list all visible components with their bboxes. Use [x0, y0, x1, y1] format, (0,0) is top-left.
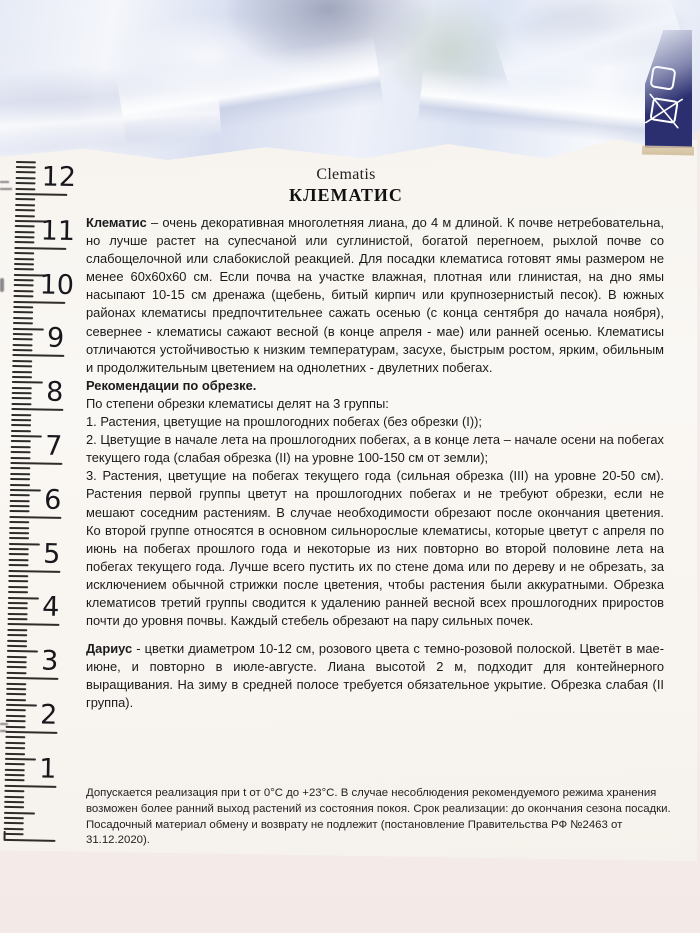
ruler-tick [11, 414, 31, 416]
ruler-tick [9, 516, 61, 519]
plastic-fold-highlight [0, 88, 221, 153]
ruler-tick [13, 317, 33, 319]
ruler-tick [8, 586, 28, 588]
ruler-number: 8 [45, 376, 64, 409]
title-ru: КЛЕМАТИС [289, 185, 403, 205]
plastic-bag [0, 0, 700, 160]
ruler-tick [14, 268, 34, 270]
ruler-tick [9, 548, 29, 550]
ruler-tick [15, 231, 35, 233]
ruler-tick [9, 526, 29, 528]
ruler-tick [16, 177, 36, 179]
ruler-tick [5, 779, 25, 781]
photo-edge-artifact [0, 278, 4, 292]
ruler-tick [12, 370, 32, 372]
ruler-tick [15, 204, 35, 206]
ruler-tick [15, 193, 67, 196]
pruning-heading [86, 377, 664, 395]
ruler-tick [5, 769, 25, 771]
ruler-tick [11, 419, 31, 421]
ruler-tick [4, 822, 24, 824]
ruler-tick [6, 720, 26, 722]
ruler-tick [4, 806, 24, 808]
ruler-tick [11, 424, 31, 426]
ruler-tick [10, 457, 30, 459]
ruler-tick [5, 747, 25, 749]
ruler-tick [12, 376, 32, 378]
ruler-tick [7, 639, 27, 641]
pruning-heading-text: Рекомендации по обрезке. [86, 377, 257, 393]
ruler-tick [15, 188, 35, 190]
ruler-tick [10, 473, 30, 475]
disclaimer-line-2: Посадочный материал обмену и возврату не подлежит (постановление Правительства РФ №2463 от 31.12.2020). [86, 818, 623, 847]
disclaimer-block [86, 786, 676, 849]
ruler-number: 11 [40, 215, 76, 247]
ruler-tick [8, 602, 28, 604]
ruler-tick [7, 629, 27, 631]
ruler-tick [15, 236, 35, 238]
ruler-tick [9, 564, 29, 566]
ruler-tick [14, 279, 34, 281]
ruler-tick [5, 731, 57, 734]
intro-text: – очень декоративная многолетняя лиана, до 4 м длиной. К почве нетребовательна, но лучше растет на супесчаной или суглинистой, богатой перегноем, рыхлой почве со слабощелочной или слабокислой реакцией. Для посадки клематиса готовят ямы размером не менее 60х60х60 см. Если почва на участке влажная, плотная или глинистая, на дно ямы насыпают 10-15 см дренажа (щебень, битый кирпич или крупнозернистый песок). В южных районах клематисы предпочтительнее сажать осенью (с конца сентября до начала ноября), севернее - клематисы сажают весной (в конце апреля - мае) или ранней осенью. Клематисы отличаются устойчивостью к низким температурам, засухе, быстрым ростом, ярким, обильным и продолжительным цветением на однолетних - двулетних побегах. [86, 215, 664, 375]
ruler-tick [5, 774, 25, 776]
ruler-tick [14, 284, 34, 286]
ruler-tick [3, 838, 55, 841]
ruler-tick [10, 478, 30, 480]
pruning-item-2: 2. Цветущие в начале лета на прошлогодних побегах, а в конце лета – начале осени на побегах текущего года (слабая обрезка (II) на уровне 100-150 см от земли); [86, 432, 664, 466]
ruler-tick [6, 682, 26, 684]
variety-paragraph [86, 640, 664, 712]
ruler-tick [13, 311, 33, 313]
ruler-tick [12, 397, 32, 399]
ruler-tick [8, 570, 60, 573]
ruler-number: 9 [46, 322, 65, 355]
ruler-tick [13, 301, 65, 304]
ruler-tick [13, 306, 33, 308]
ruler-tick [15, 198, 35, 200]
ruler-tick [12, 387, 32, 389]
plastic-fold-highlight [116, 35, 384, 145]
ruler-tick [14, 252, 34, 254]
ruler-tick [14, 290, 34, 292]
ruler-tick [6, 699, 26, 701]
intro-lead: Клематис [86, 215, 147, 230]
ruler-tick [13, 344, 33, 346]
ruler-tick [16, 182, 36, 184]
ruler-tick [6, 677, 58, 680]
ruler-tick [13, 333, 33, 335]
photo-edge-artifact [0, 181, 9, 183]
intro-paragraph [86, 214, 664, 377]
ruler-number: 6 [43, 484, 62, 516]
ruler-tick [11, 403, 31, 405]
ruler-tick [10, 500, 30, 502]
ruler-tick [12, 349, 32, 351]
ruler-tick [9, 532, 29, 534]
ruler-tick [4, 812, 35, 815]
ruler-tick [12, 360, 32, 362]
ruler-tick [7, 661, 27, 663]
ruler-tick [10, 462, 62, 465]
ruler-tick [11, 430, 31, 432]
ruler-end-corner [3, 830, 5, 839]
ruler-tick [8, 591, 28, 593]
variety-text: - цветки диаметром 10-12 см, розового цвета с темно-розовой полоской. Цветёт в мае-июне, и повторно в июле-августе. Лиана высотой 2 м, подходит для контейнерного выращивания. На зиму в средней полосе требуется обязательное укрытие. Обрезка слабая (II группа). [86, 641, 664, 711]
ruler-tick [11, 440, 31, 442]
ruler-number: 2 [39, 699, 58, 731]
ruler-tick [14, 247, 66, 250]
variety-lead: Дариус [86, 641, 133, 657]
ruler-tick [4, 795, 24, 797]
disclaimer-line-1: Допускается реализация при t от 0°С до +23°С. В случае несоблюдения рекомендуемого режима хранения возможен более ранний выход растений из состояния покоя. Срок реализации: до окончания сезона посадки. [86, 787, 671, 815]
ruler-tick [5, 742, 25, 744]
ruler-tick [14, 258, 34, 260]
ruler-tick [5, 736, 25, 738]
ruler-tick [10, 494, 30, 496]
ruler-tick [13, 338, 33, 340]
ruler-tick [12, 392, 32, 394]
ruler-tick [4, 833, 24, 835]
ruler-tick [9, 521, 29, 523]
ruler-tick [10, 483, 30, 485]
ruler-tick [9, 553, 29, 555]
ruler-tick [8, 580, 28, 582]
ruler-tick [6, 715, 26, 717]
ruler-tick [4, 828, 24, 830]
ruler-tick [13, 295, 33, 297]
ruler-tick [6, 709, 26, 711]
photo-edge-artifact [0, 188, 12, 190]
ruler-tick [9, 510, 29, 512]
pruning-item-1: 1. Растения, цветущие на прошлогодних побегах (без обрезки (I)); [86, 414, 482, 430]
ruler-tick [4, 790, 24, 792]
ruler-tick [8, 575, 28, 577]
text-column [86, 166, 664, 713]
ruler-number: 7 [44, 430, 63, 462]
ruler-tick [4, 801, 24, 803]
ruler-tick [14, 263, 34, 265]
ruler-tick [7, 645, 27, 647]
ruler-tick [9, 559, 29, 561]
ruler-tick [8, 607, 28, 609]
ruler-tick [6, 726, 26, 728]
ruler-tick [15, 215, 35, 217]
ruler-number: 12 [41, 161, 77, 194]
ruler-tick [7, 666, 27, 668]
pruning-item-3: 3. Растения, цветущие на побегах текущего года (сильная обрезка (III) на уровне 20-50 см). Растения первой группы цветут на прошлогодних побегах и не требуют обрезки, если не мешают соседним растениям. В случае необходимости обрезают после окончания цветения. Ко второй группе относятся в основном сильнорослые клематисы, которые цветут с апреля по июнь на побегах прошлого года и некоторые из них повторно во второй половине лета на побегах текущего года. Лучше всего пустить их по стене дома или по дереву и не обрезать, за исключением обычной стрижки после цветения, чтобы растения были аккуратными. Обрезка клематисов третий группы сводится к удалению ранней весной всех прошлогодних приростов почти до уровня почвы. Каждый стебель обрезают на пару сильных почек. [86, 468, 664, 629]
ruler-tick [10, 505, 30, 507]
ruler-tick [7, 656, 27, 658]
cardboard-edge [642, 146, 694, 156]
ruler-tick [16, 171, 36, 173]
ruler-tick [4, 785, 56, 788]
ruler-tick [11, 408, 63, 411]
ruler-tick [8, 618, 28, 620]
ruler-tick [6, 688, 26, 690]
ruler-tick [15, 209, 35, 211]
ruler-tick [7, 634, 27, 636]
ruler-tick [15, 225, 35, 227]
ruler-tick [12, 354, 64, 357]
ruler-tick [9, 537, 29, 539]
ruler-number: 5 [42, 538, 61, 570]
ruler-tick [16, 166, 36, 168]
pruning-intro: По степени обрезки клематисы делят на 3 группы: [86, 395, 389, 411]
plastic-fold-highlight [418, 67, 672, 148]
ruler-number: 4 [41, 591, 60, 624]
ruler-tick [10, 467, 30, 469]
ruler-number: 3 [40, 645, 59, 678]
ruler-tick [4, 817, 24, 819]
ruler-tick [7, 672, 27, 674]
ruler-tick [7, 623, 59, 626]
ruler-tick [13, 322, 33, 324]
ruler-tick [5, 752, 25, 754]
ruler-tick [11, 451, 31, 453]
ruler-tick [5, 763, 25, 765]
ruler-number: 1 [38, 753, 57, 785]
ruler-tick [14, 241, 34, 243]
ruler-tick [11, 446, 31, 448]
ruler-tick [12, 365, 32, 367]
ruler-tick [16, 161, 36, 163]
ruler-tick [6, 693, 26, 695]
ruler-tick [8, 613, 28, 615]
title-block [86, 166, 606, 206]
title-latin: Clematis [316, 166, 376, 183]
ruler-number: 10 [39, 269, 75, 301]
